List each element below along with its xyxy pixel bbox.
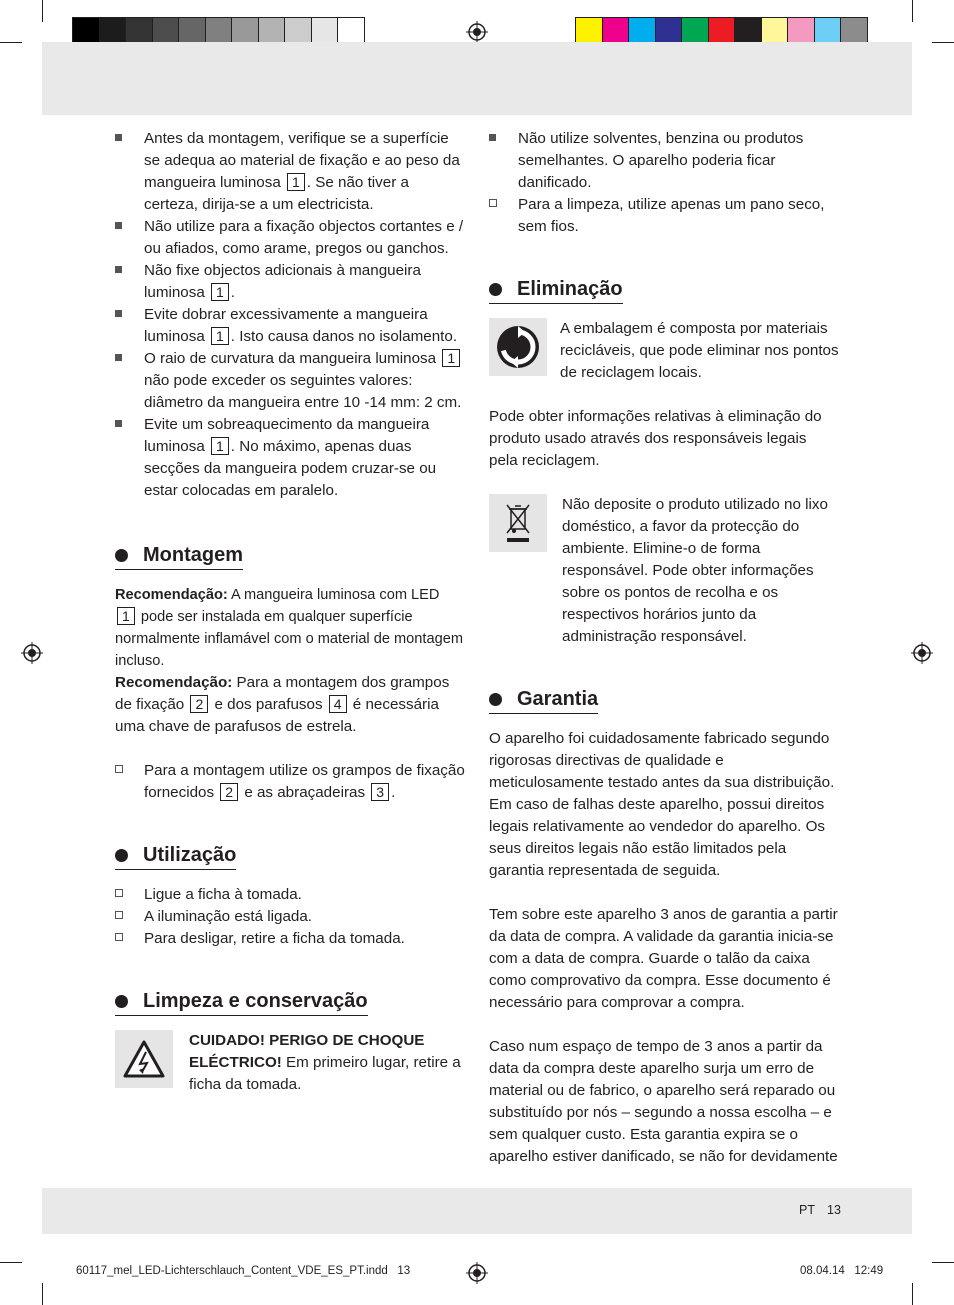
print-date: 08.04.14 12:49 [800,1265,884,1277]
crop-mark [42,1283,43,1305]
crossed-bin-icon [489,494,547,552]
cleaning-step: Para a limpeza, utilize apenas um pano seco, sem fios. [489,194,839,238]
bullet-square-icon [489,128,503,150]
bullet-square-icon [115,260,129,282]
crop-mark [932,1262,954,1263]
part-number-box: 3 [371,783,389,801]
utilizacao-step-list [115,884,465,950]
step-checkbox-icon [115,906,129,928]
bullet-square-icon [115,304,129,326]
crop-mark [932,42,954,43]
left-column [115,128,465,1096]
part-number-box: 2 [190,695,208,713]
safety-bullet: Evite dobrar excessivamente a mangueira luminosa 1 . Isto causa danos no isolamento. [115,304,465,348]
step-checkbox-icon [115,760,129,782]
heading-bullet-icon [115,549,128,562]
step-checkbox-icon [115,884,129,906]
warranty-paragraph: Caso num espaço de tempo de 3 anos a partir da data da compra deste aparelho surja um erro de material ou de fabrico, o aparelho será reparado ou substituído por nós – segundo a nossa escolha – e sem qualquer custo. Esta garantia expira se o aparelho estiver danificado, se não for devidamente [489,1038,838,1165]
green-dot-icon [489,318,547,376]
crop-mark [912,1283,913,1305]
registration-mark-icon [911,642,933,664]
warranty-paragraph: O aparelho foi cuidadosamente fabricado segundo rigorosas directivas de qualidade e meticulosamente testado antes da sua distribuição. Em caso de falhas deste aparelho, possui direitos legais relativamente ao vendedor do aparelho. Os seus direitos legais não estão limitados pela garantia representada de seguida. [489,730,835,879]
bullet-square-icon [115,414,129,436]
electric-warning: CUIDADO! PERIGO DE CHOQUE ELÉCTRICO! Em primeiro lugar, retire a ficha da tomada. [115,1030,465,1096]
footer-band [42,1188,912,1234]
heading-bullet-icon [489,693,502,706]
registration-mark-icon [466,21,488,43]
part-number-box: 1 [287,173,305,191]
safety-bullet: Não utilize para a fixação objectos cortantes e / ou afiados, como arame, pregos ou ganchos. [115,216,465,260]
crop-mark [0,42,22,43]
part-number-box: 1 [117,607,135,625]
section-heading-utilizacao: Utilização [115,844,236,870]
step-checkbox-icon [489,194,503,216]
heading-bullet-icon [115,995,128,1008]
part-number-box: 2 [220,783,238,801]
registration-mark-icon [21,642,43,664]
page-language: PT [799,1203,815,1217]
part-number-box: 1 [442,349,460,367]
right-column [489,128,839,1168]
page-number: 13 [827,1203,841,1217]
crop-mark [0,1262,22,1263]
electric-hazard-icon [115,1030,173,1088]
heading-bullet-icon [115,849,128,862]
part-number-box: 1 [211,283,229,301]
montagem-step: Para a montagem utilize os grampos de fixação fornecidos 2 e as abraçadeiras 3 . [115,760,465,804]
part-number-box: 1 [211,437,229,455]
cleaning-bullet: Não utilize solventes, benzina ou produtos semelhantes. O aparelho poderia ficar danificado. [489,128,839,194]
bullet-square-icon [115,348,129,370]
section-heading-eliminacao: Eliminação [489,278,623,304]
crop-mark [912,0,913,22]
bullet-square-icon [115,216,129,238]
header-band [42,42,912,115]
safety-bullet: O raio de curvatura da mangueira luminosa 1 não pode exceder os seguintes valores: diâmetro da mangueira entre 10 -14 mm: 2 cm. [115,348,465,414]
bullet-square-icon [115,128,129,150]
recommendation-2: Recomendação: Para a montagem dos grampos de fixação 2 e dos parafusos 4 é necessária uma chave de parafusos de estrela. [115,674,450,735]
recommendation-1: Recomendação: A mangueira luminosa com LED 1 pode ser instalada em qualquer superfície normalmente inflamável com o material de montagem incluso. [115,587,463,669]
section-heading-garantia: Garantia [489,688,598,714]
step-checkbox-icon [115,928,129,950]
packaging-disposal: A embalagem é composta por materiais recicláveis, que pode eliminar nos pontos de reciclagem locais. [489,318,839,384]
section-heading-montagem: Montagem [115,544,243,570]
utilizacao-step: A iluminação está ligada. [115,906,465,928]
section-heading-limpeza: Limpeza e conservação [115,990,368,1016]
part-number-box: 4 [329,695,347,713]
heading-bullet-icon [489,283,502,296]
registration-mark-icon [466,1262,488,1284]
crop-mark [42,0,43,22]
weee-disposal: Não deposite o produto utilizado no lixo doméstico, a favor da protecção do ambiente. Elimine-o de forma responsável. Pode obter informações sobre os pontos de recolha e os respectivos horários junto da administração responsável. [489,494,839,648]
safety-bullet-list [115,128,465,502]
safety-bullet: Não fixe objectos adicionais à mangueira luminosa 1 . [115,260,465,304]
warranty-paragraph: Tem sobre este aparelho 3 anos de garantia a partir da data de compra. A validade da garantia inicia-se com a data de compra. Guarde o talão da caixa como comprovativo da compra. Esse documento é necessário para comprovar a compra. [489,906,838,1011]
file-name: 60117_mel_LED-Lichterschlauch_Content_VDE_ES_PT.indd 13 [76,1265,411,1277]
safety-bullet: Evite um sobreaquecimento da mangueira luminosa 1 . No máximo, apenas duas secções da mangueira podem cruzar-se ou estar colocadas em paralelo. [115,414,465,502]
part-number-box: 1 [211,327,229,345]
disposal-info: Pode obter informações relativas à eliminação do produto usado através dos responsáveis legais pela reciclagem. [489,408,822,469]
utilizacao-step: Para desligar, retire a ficha da tomada. [115,928,465,950]
safety-bullet: Antes da montagem, verifique se a superfície se adequa ao material de fixação e ao peso da mangueira luminosa 1 . Se não tiver a certeza, dirija-se a um electricista. [115,128,465,216]
utilizacao-step: Ligue a ficha à tomada. [115,884,465,906]
